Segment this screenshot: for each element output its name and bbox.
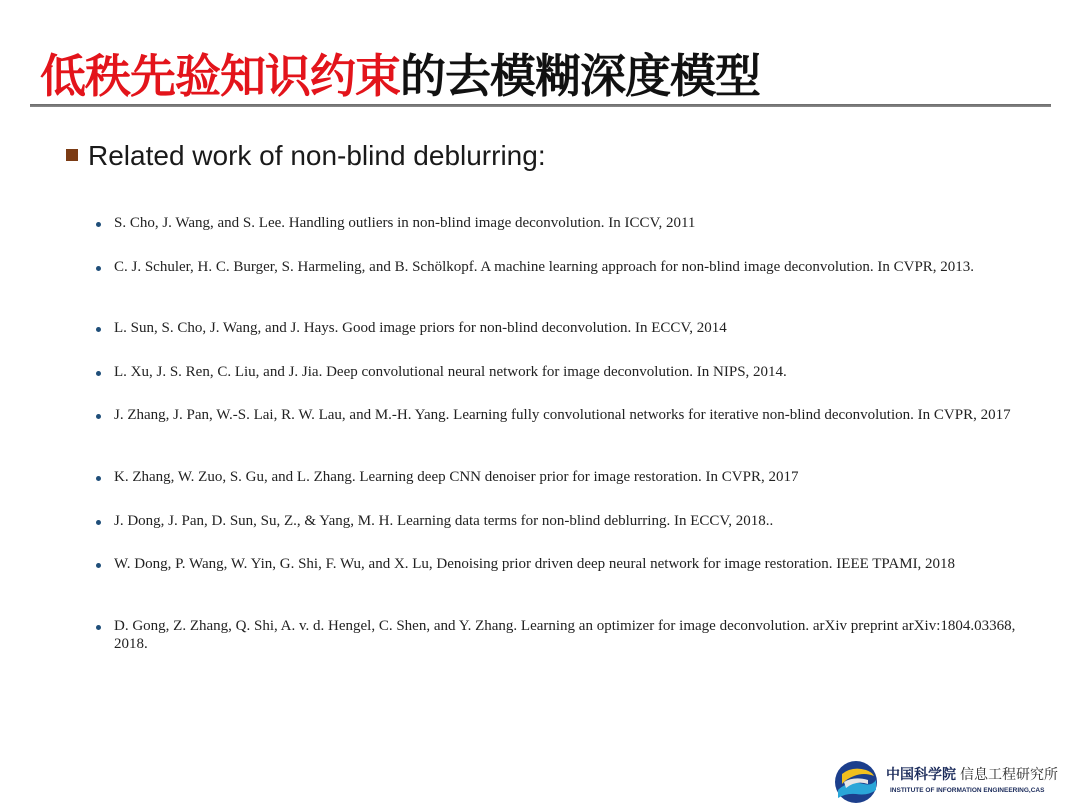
reference-text: W. Dong, P. Wang, W. Yin, G. Shi, F. Wu, and X. Lu, Denoising prior driven deep neural network for image restoration. IEEE TPAMI, 2018: [114, 556, 956, 572]
reference-text: L. Xu, J. S. Ren, C. Liu, and J. Jia. Deep convolutional neural network for image deconvolution. In NIPS, 2014.: [114, 364, 787, 380]
reference-text: J. Dong, J. Pan, D. Sun, Su, Z., & Yang, M. H. Learning data terms for non-blind deblurring. In ECCV, 2018..: [114, 513, 774, 529]
reference-item: [94, 214, 1024, 232]
section-heading: [66, 138, 546, 174]
reference-item: [94, 258, 1024, 276]
slide-title: [40, 46, 760, 106]
cas-emblem-icon: [834, 760, 878, 804]
title-divider: [30, 104, 1051, 107]
reference-text: L. Sun, S. Cho, J. Wang, and J. Hays. Good image priors for non-blind deconvolution. In ECCV, 2014: [114, 320, 727, 336]
square-bullet-icon: [66, 149, 78, 161]
section-heading-text: Related work of non-blind deblurring:: [88, 140, 546, 171]
reference-item: [94, 512, 1024, 530]
reference-text: S. Cho, J. Wang, and S. Lee. Handling outliers in non-blind image deconvolution. In ICCV, 2011: [114, 215, 696, 231]
bullet-dot-icon: [96, 371, 101, 376]
bullet-dot-icon: [96, 266, 101, 271]
cas-name: 中国科学院: [886, 767, 956, 783]
bullet-dot-icon: [96, 520, 101, 525]
institute-name: 信息工程研究所: [960, 767, 1058, 783]
institute-name-en: INSTITUTE OF INFORMATION ENGINEERING,CAS: [890, 787, 1045, 794]
bullet-dot-icon: [96, 625, 101, 630]
reference-item: [94, 555, 1024, 573]
bullet-dot-icon: [96, 476, 101, 481]
reference-item: [94, 617, 1024, 653]
bullet-dot-icon: [96, 563, 101, 568]
reference-text: J. Zhang, J. Pan, W.-S. Lai, R. W. Lau, and M.-H. Yang. Learning fully convolutional networks for iterative non-blind deconvolution. In CVPR, 2017: [114, 407, 1011, 423]
reference-item: [94, 468, 1024, 486]
reference-text: D. Gong, Z. Zhang, Q. Shi, A. v. d. Hengel, C. Shen, and Y. Zhang. Learning an optimizer for image deconvolution. arXiv preprint arXiv:1804.03368, 2018.: [114, 618, 1016, 652]
bullet-dot-icon: [96, 414, 101, 419]
institute-name-cn: [886, 764, 1058, 784]
slide-title-highlight: 低秩先验知识约束: [40, 49, 400, 103]
slide-title-rest: 的去模糊深度模型: [400, 49, 760, 103]
reference-text: K. Zhang, W. Zuo, S. Gu, and L. Zhang. Learning deep CNN denoiser prior for image restoration. In CVPR, 2017: [114, 469, 799, 485]
reference-text: C. J. Schuler, H. C. Burger, S. Harmeling, and B. Schölkopf. A machine learning approach for non-blind image deconvolution. In CVPR, 2013.: [114, 259, 975, 275]
institute-logo: [834, 758, 1076, 804]
bullet-dot-icon: [96, 222, 101, 227]
reference-item: [94, 363, 1024, 381]
reference-item: [94, 319, 1024, 337]
reference-item: [94, 406, 1024, 424]
bullet-dot-icon: [96, 327, 101, 332]
